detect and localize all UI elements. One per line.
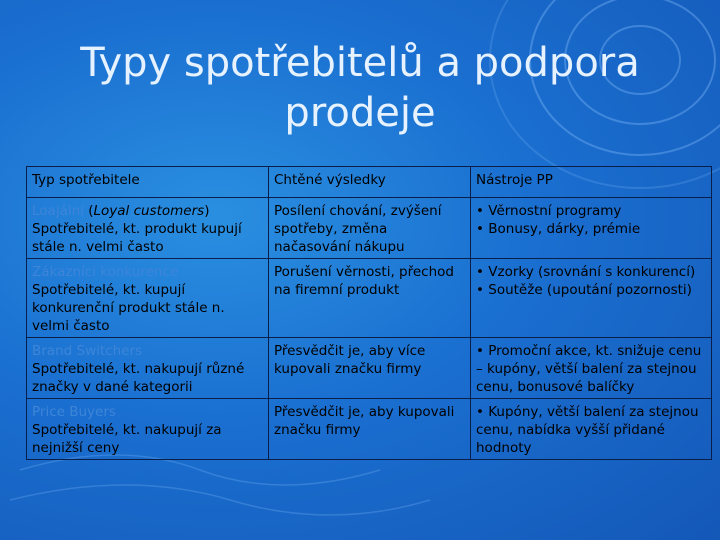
cell-consumer-type — [27, 198, 269, 259]
cell-tools — [471, 198, 712, 259]
consumer-type-name: Loajální (Loyal customers) — [32, 203, 210, 219]
consumer-type-description: Spotřebitelé, kt. nakupují různé značky v dané kategorii — [32, 361, 245, 395]
cell-tools — [471, 259, 712, 338]
cell-tools — [471, 338, 712, 399]
consumer-type-description: Spotřebitelé, kt. nakupují za nejnižší ceny — [32, 422, 222, 456]
cell-consumer-type — [27, 338, 269, 399]
tool-item: • Kupóny, větší balení za stejnou cenu, nabídka vyšší přidané hodnoty — [476, 404, 699, 456]
cell-desired-result: Porušení věrnosti, přechod na firemní produkt — [269, 259, 471, 338]
slide-title — [0, 38, 720, 138]
table-row-brand-switchers — [27, 338, 712, 399]
header-sales-promotion-tools: Nástroje PP — [471, 167, 712, 198]
table-row-loyal — [27, 198, 712, 259]
consumer-type-description: Spotřebitelé, kt. kupují konkurenční produkt stále n. velmi často — [32, 282, 225, 334]
consumer-type-name: Zákazníci konkurence — [32, 264, 179, 280]
tool-item: • Promoční akce, kt. snižuje cenu – kupóny, větší balení za stejnou cenu, bonusové balíčky — [476, 343, 702, 395]
header-desired-results: Chtěné výsledky — [269, 167, 471, 198]
cell-desired-result: Přesvědčit je, aby více kupovali značku firmy — [269, 338, 471, 399]
consumer-type-english: Loyal customers — [93, 203, 205, 219]
cell-consumer-type — [27, 399, 269, 460]
table-row-competitor-customers — [27, 259, 712, 338]
table-row-price-buyers — [27, 399, 712, 460]
cell-consumer-type — [27, 259, 269, 338]
cell-desired-result: Posílení chování, zvýšení spotřeby, změna načasování nákupu — [269, 198, 471, 259]
header-consumer-type: Typ spotřebitele — [27, 167, 269, 198]
slide-title-line-2: prodeje — [284, 90, 436, 136]
tool-item: • Soutěže (upoutání pozornosti) — [476, 282, 692, 298]
table-header-row — [27, 167, 712, 198]
tool-item: • Věrnostní programy — [476, 203, 622, 219]
consumer-type-description: Spotřebitelé, kt. produkt kupují stále n. velmi často — [32, 221, 242, 255]
tool-item: • Bonusy, dárky, prémie — [476, 221, 641, 237]
cell-tools — [471, 399, 712, 460]
consumer-types-table — [26, 166, 712, 460]
slide-title-line-1: Typy spotřebitelů a podpora — [80, 40, 640, 86]
consumer-type-name: Price Buyers — [32, 404, 116, 420]
cell-desired-result: Přesvědčit je, aby kupovali značku firmy — [269, 399, 471, 460]
consumer-type-name: Brand Switchers — [32, 343, 143, 359]
tool-item: • Vzorky (srovnání s konkurencí) — [476, 264, 696, 280]
